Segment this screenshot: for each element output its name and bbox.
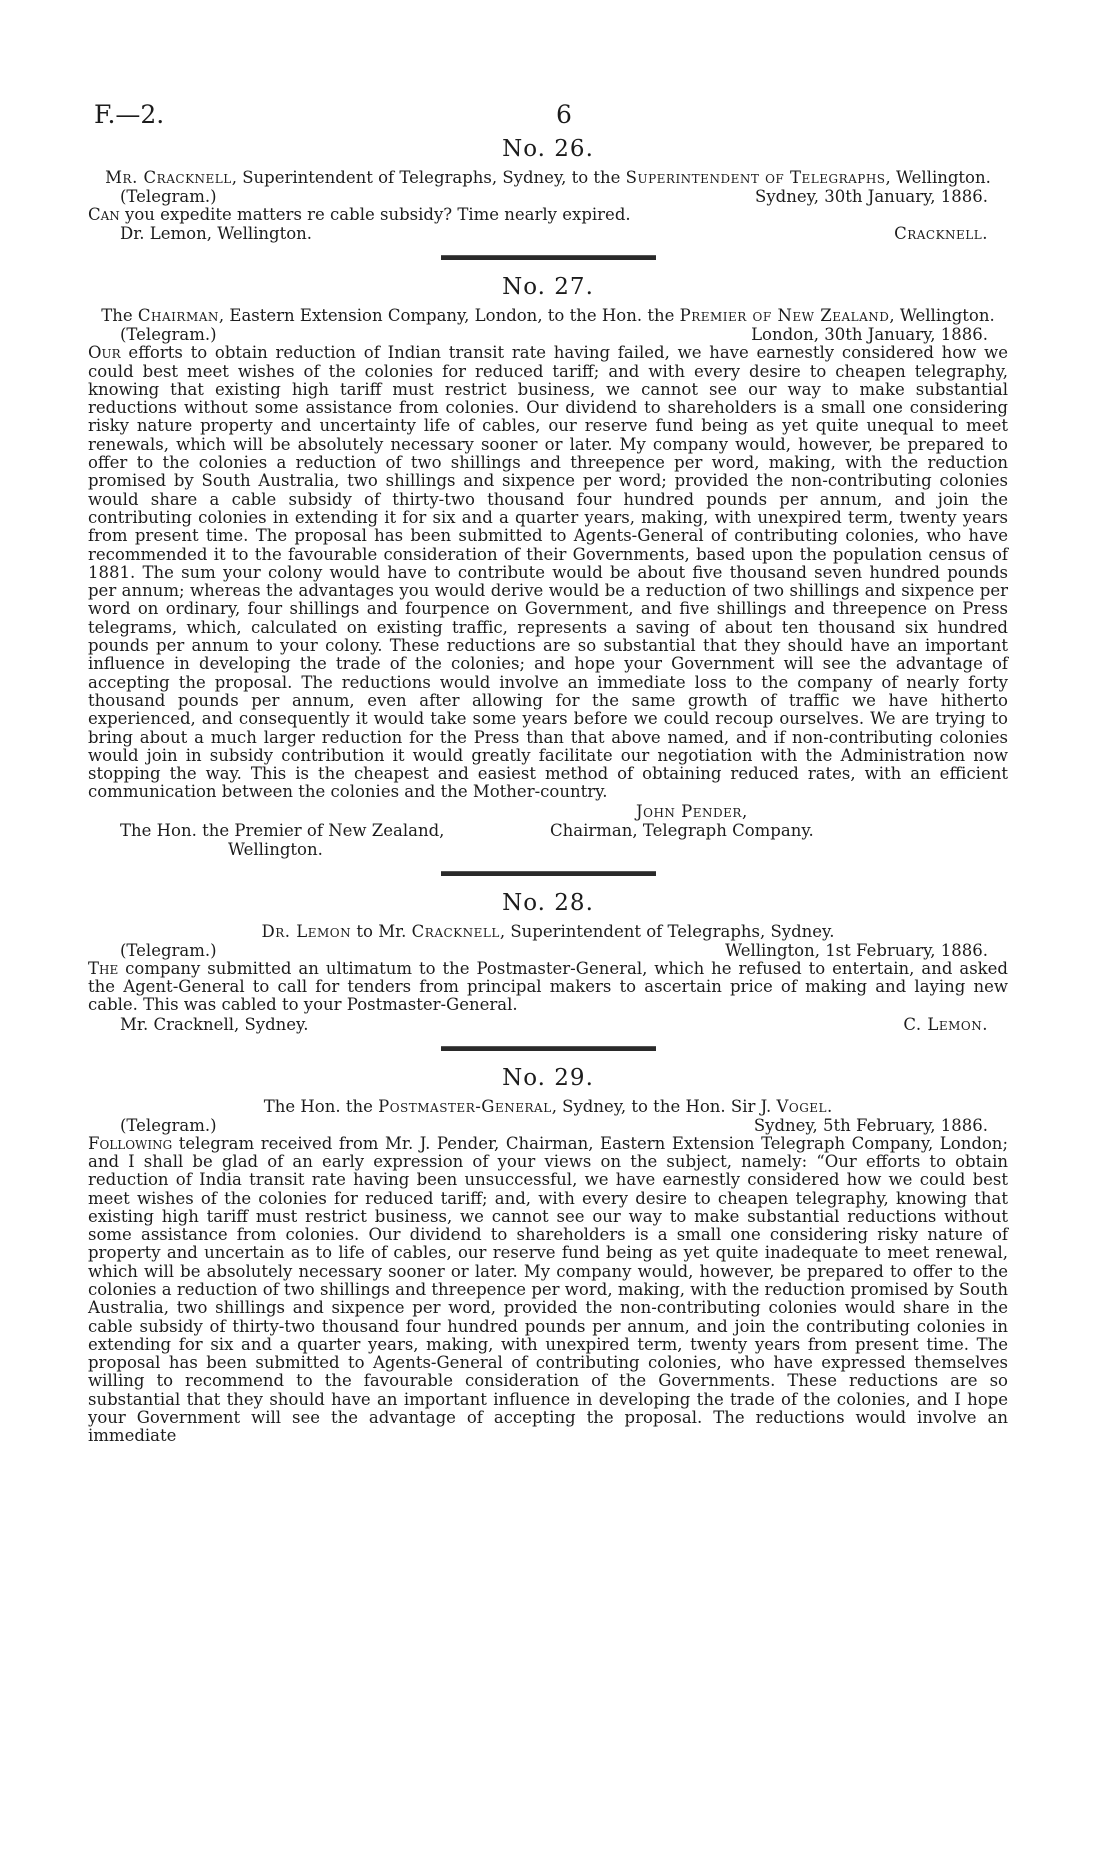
telegram-meta [88, 941, 1008, 960]
address-text: The Hon. the [263, 1096, 379, 1116]
telegram-body [88, 206, 1008, 224]
place-date: Sydney, 30th January, 1886. [755, 187, 988, 206]
address-text: , Superintendent of Telegraphs, Sydney, to the [231, 168, 626, 187]
document-number: No. 29. [502, 1064, 594, 1091]
signature-name: John Pender, [636, 801, 748, 821]
page-code: F.—2. [94, 100, 165, 129]
place-date: Sydney, 5th February, 1886. [753, 1115, 988, 1135]
addressee-location: Wellington. [228, 839, 323, 859]
signature: Cracknell. [894, 224, 988, 244]
document-number: No. 27. [502, 274, 594, 301]
document-27 [88, 274, 1008, 858]
document-page [88, 88, 1008, 1828]
signature-title: Chairman, Telegraph Company. [550, 820, 814, 840]
page-number: 6 [556, 100, 572, 129]
telegram-type: (Telegram.) [120, 940, 217, 960]
address-line [92, 1097, 1004, 1116]
place-date: Wellington, 1st February, 1886. [725, 940, 988, 960]
addressee: Mr. Cracknell, Sydney. [120, 1014, 309, 1034]
document-number: No. 28. [502, 889, 594, 916]
address-text: The [101, 306, 138, 326]
address-text: , Sydney, to the Hon. Sir J. [551, 1096, 777, 1116]
address-line [92, 168, 1004, 187]
lead-word: Can [88, 205, 120, 224]
page-header [88, 88, 1008, 129]
address-text: to Mr. [351, 921, 412, 941]
telegram-body [88, 960, 1008, 1015]
address-line [92, 306, 1004, 325]
body-text: telegram received from Mr. J. Pender, Chairman, Eastern Extension Telegraph Company, London; and I shall be glad of an early expression of your views on the subject, namely: “Our efforts to obtain reduction of India transit rate having been unsuccessful, we have earnestly considered how we could best meet wishes of the colonies for reduced tariff; and, with every desire to cheapen telegraphy, knowing that existing high tariff must restrict business, we cannot see our way to make substantial reductions without some assistance from colonies. Our dividend to shareholders is a small one considering risky nature of property and uncertain as to life of cables, our reserve fund being as yet quite inadequate to meet renewal, which will be absolutely necessary sooner or later. My company would, however, be prepared to offer to the colonies a reduction of two shillings and threepence per word, making, with the reduction promised by South Australia, two shillings and sixpence per word, provided the non-contributing colonies would share in the cable subsidy of thirty-two thousand four hundred pounds per annum, and join the contributing colonies in extending for six and a quarter years, making, with unexpired term, twenty years from present time. The proposal has been submitted to Agents-General of contributing colonies, who have expressed themselves willing to recommend to the favourable consideration of the Governments. These reductions are so substantial that they should have an important influence in developing the trade of the colonies, and I hope your Government will see the advantage of accepting the proposal. The reductions would involve an immediate [88, 1133, 1008, 1446]
addressee: The Hon. the Premier of New Zealand, [120, 820, 445, 840]
telegram-meta [88, 187, 1008, 206]
body-text: efforts to obtain reduction of Indian transit rate having failed, we have earnestly considered how we could best meet wishes of the colonies for reduced tariff; and with every desire to cheapen telegraphy, knowing that existing high tariff must restrict business, we cannot see our way to make substantial reductions without some assistance from colonies. Our dividend to shareholders is a small one considering risky nature property and uncertainty life of cables, our reserve fund being as yet quite unequal to meet renewals, which will be absolutely necessary sooner or later. My company would, however, be prepared to offer to the colonies a reduction of two shillings and threepence per word, making, with the reduction promised by South Australia, two shillings and sixpence per word; provided the non-contributing colonies would share a cable subsidy of thirty-two thousand four hundred pounds per annum, and join the contributing colonies in extending it for six and a quarter years, making, with unexpired term, twenty years from present time. The proposal has been submitted to Agents-General of contributing colonies, who have recommended it to the favourable consideration of their Governments, based upon the population census of 1881. The sum your colony would have to contribute would be about five thousand seven hundred pounds per annum; whereas the advantages you would derive would be a reduction of two shillings and sixpence per word on ordinary, four shillings and fourpence on Government, and five shillings and threepence on Press telegrams, which, calculated on existing traffic, represents a saving of about ten thousand six hundred pounds per annum to your colony. These reductions are so substantial that they should have an important influence in developing the trade of the colonies; and hope your Government will see the advantage of accepting the proposal. The reductions would involve an immediate loss to the company of nearly forty thousand pounds per annum, even after allowing for the same growth of traffic we have hitherto experienced, and consequently it would take some years before we could recoup ourselves. We are trying to bring about a much larger reduction for the Press than that above named, and if non-contributing colonies would join in subsidy contribution it would greatly facilitate our negotiation with the Administration now stopping the way. This is the cheapest and easiest method of obtaining reduced rates, with an efficient communication between the colonies and the Mother-country. [88, 343, 1008, 802]
address-text: , Wellington. [889, 306, 995, 326]
address-text: , Eastern Extension Company, London, to the Hon. the [218, 306, 680, 326]
document-26 [88, 136, 1008, 243]
telegram-type: (Telegram.) [120, 187, 217, 206]
telegram-body [88, 1135, 1008, 1446]
addressee: Dr. Lemon, Wellington. [120, 224, 313, 244]
telegram-meta [88, 325, 1008, 344]
recipient-name: Cracknell [411, 921, 500, 941]
sender-name: Dr. Lemon [261, 921, 352, 941]
lead-word: Our [88, 343, 121, 363]
body-text: company submitted an ultimatum to the Postmaster-General, which he refused to entertain, and asked the Agent-General to call for tenders from principal makers to ascertain price of making and laying new cable. This was cabled to your Postmaster-General. [88, 958, 1008, 1015]
address-text: , Superintendent of Telegraphs, Sydney. [499, 921, 835, 941]
recipient-name: Vogel [776, 1096, 828, 1116]
place-date: London, 30th January, 1886. [751, 325, 988, 345]
signoff-row [88, 224, 1008, 243]
address-line [92, 922, 1004, 941]
telegram-type: (Telegram.) [120, 325, 217, 345]
recipient-name: Premier of New Zealand [679, 306, 890, 326]
sender-name: Chairman [137, 306, 219, 326]
telegram-meta [88, 1116, 1008, 1135]
signoff-row [88, 1015, 1008, 1034]
lead-word: Following [88, 1133, 173, 1153]
sender-name: Mr. Cracknell [105, 168, 232, 187]
lead-word: The [88, 958, 119, 978]
body-text: you expedite matters re cable subsidy? Time nearly expired. [119, 205, 631, 224]
sender-name: Postmaster-General [378, 1096, 552, 1116]
section-divider [441, 255, 656, 260]
document-29 [88, 1065, 1008, 1446]
recipient-name: Superintendent of Telegraphs [625, 168, 886, 187]
telegram-type: (Telegram.) [120, 1115, 217, 1135]
address-text: . [827, 1096, 833, 1116]
document-28 [88, 890, 1008, 1034]
section-divider [441, 871, 656, 876]
section-divider [441, 1046, 656, 1051]
signoff-block [88, 802, 1008, 859]
telegram-body [88, 344, 1008, 801]
signature: C. Lemon. [903, 1014, 988, 1034]
address-text: , Wellington. [885, 168, 991, 187]
document-number: No. 26. [502, 136, 594, 162]
